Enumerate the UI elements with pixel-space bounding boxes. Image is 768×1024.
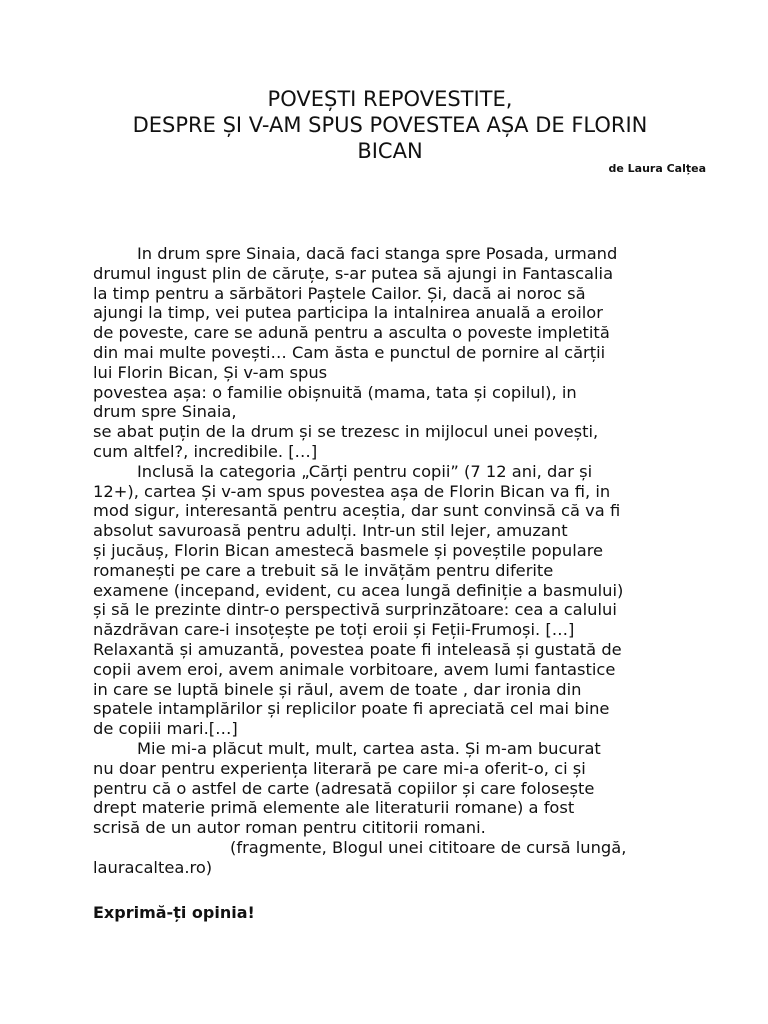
source-citation: lauracaltea.ro) (93, 857, 213, 877)
body-line: povestea așa: o familie obișnuită (mama, tata și copilul), in (93, 382, 577, 402)
body-line: drept materie primă elemente ale literaturii romane) a fost (93, 798, 575, 818)
body-line: și jucăuș, Florin Bican amestecă basmele și poveștile populare (93, 540, 604, 560)
page-title (70, 86, 710, 164)
body-line: spatele intamplărilor și replicilor poate fi apreciată cel mai bine (93, 699, 610, 719)
body-line: se abat puțin de la drum și se trezesc in mijlocul unei povești, (93, 422, 599, 442)
body-line: lui Florin Bican, Și v-am spus (93, 362, 328, 382)
body-line: in care se luptă binele și răul, avem de toate , dar ironia din (93, 679, 582, 699)
body-line: Relaxantă și amuzantă, povestea poate fi inteleasă și gustată de (93, 639, 622, 659)
body-line: năzdrăvan care-i insoțește pe toți eroii și Feții-Frumoși. […] (93, 620, 575, 640)
body-line: Inclusă la categoria „Cărți pentru copii” (7 12 ani, dar și (137, 461, 593, 481)
body-line: la timp pentru a sărbători Paștele Cailor. Și, dacă ai noroc să (93, 283, 586, 303)
body-line: și să le prezinte dintr-o perspectivă surprinzătoare: cea a calului (93, 600, 617, 620)
body-line: In drum spre Sinaia, dacă faci stanga spre Posada, urmand (137, 244, 618, 263)
article-body (93, 244, 683, 878)
body-line: pentru că o astfel de carte (adresată copiilor și care folosește (93, 778, 595, 798)
source-citation: (fragmente, Blogul unei cititoare de cursă lungă, (230, 837, 627, 857)
body-line: de poveste, care se adună pentru a asculta o poveste impletită (93, 323, 610, 343)
body-line: absolut savuroasă pentru adulți. Intr-un stil lejer, amuzant (93, 521, 568, 541)
body-line: Mie mi-a plăcut mult, mult, cartea asta. Și m-am bucurat (137, 738, 601, 758)
body-line: ajungi la timp, vei putea participa la intalnirea anuală a eroilor (93, 303, 603, 323)
title-line-2: DESPRE ȘI V-AM SPUS POVESTEA AȘA DE FLORIN (132, 113, 648, 137)
body-line: scrisă de un autor roman pentru cititorii romani. (93, 818, 486, 838)
body-line: din mai multe povești… Cam ăsta e punctul de pornire al cărții (93, 342, 606, 362)
author-byline: de Laura Calțea (608, 162, 706, 175)
body-line: copii avem eroi, avem animale vorbitoare, avem lumi fantastice (93, 659, 616, 679)
body-line: drum spre Sinaia, (93, 402, 237, 422)
closing-prompt: Exprimă-ți opinia! (93, 903, 255, 922)
body-line: examene (incepand, evident, cu acea lungă definiție a basmului) (93, 580, 624, 600)
body-line: mod sigur, interesantă pentru aceștia, dar sunt convinsă că va fi (93, 501, 621, 521)
body-line: cum altfel?, incredibile. […] (93, 441, 318, 461)
body-line: de copiii mari.[…] (93, 719, 238, 739)
title-line-1: POVEȘTI REPOVESTITE, (267, 87, 513, 111)
body-line: romanești pe care a trebuit să le invățăm pentru diferite (93, 560, 554, 580)
body-line: 12+), cartea Și v-am spus povestea așa de Florin Bican va fi, in (93, 481, 611, 501)
title-line-3: BICAN (357, 139, 423, 163)
body-line: nu doar pentru experiența literară pe care mi-a oferit-o, ci și (93, 758, 586, 778)
body-line: drumul ingust plin de căruțe, s-ar putea să ajungi in Fantascalia (93, 263, 614, 283)
